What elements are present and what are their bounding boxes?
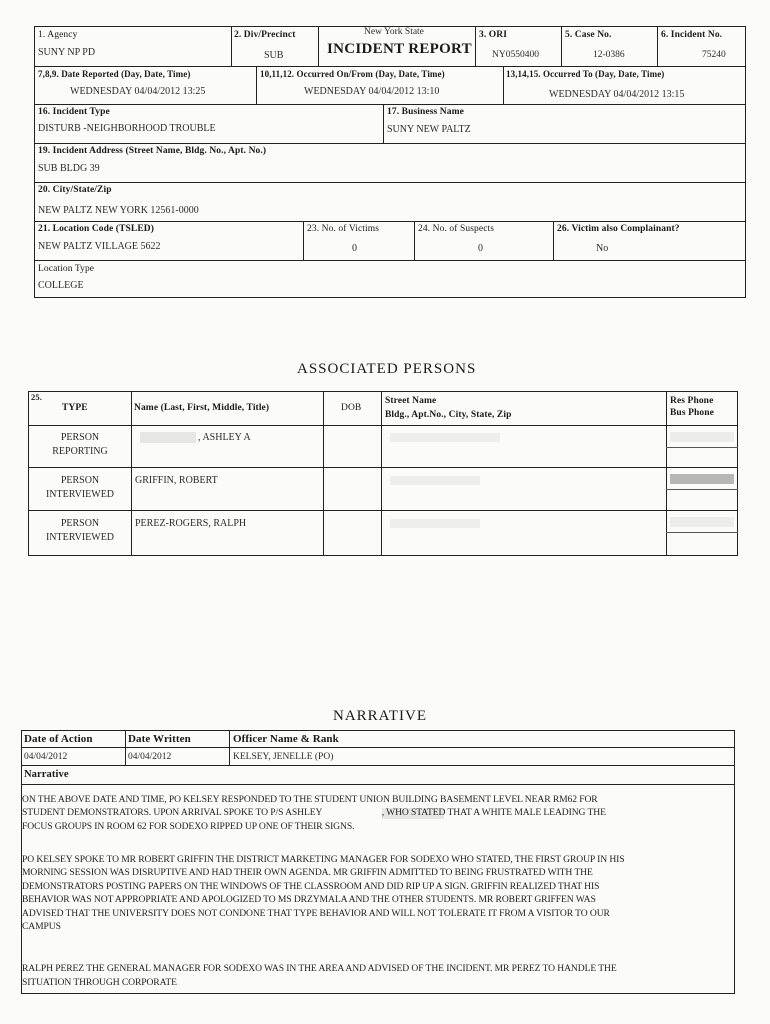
redaction-block (390, 476, 480, 485)
redaction-block (670, 474, 734, 484)
city-state-zip-value: NEW PALTZ NEW YORK 12561-0000 (38, 205, 199, 216)
narrative-line: DEMONSTRATORS POSTING PAPERS ON THE WINDOWS OF THE CLASSROOM AND DID RIP UP A SIGN. GRIFFIN REALIZED THAT HIS (22, 881, 600, 892)
col-type-label: TYPE (62, 403, 88, 413)
officer-name-label: Officer Name & Rank (233, 733, 339, 745)
date-written-value: 04/04/2012 (128, 752, 172, 762)
col-divider (383, 104, 384, 143)
location-type-value: COLLEGE (38, 280, 84, 291)
victims-count-label: 23. No. of Victims (307, 224, 380, 234)
officer-name-value: KELSEY, JENELLE (PO) (233, 752, 334, 762)
narrative-line: CAMPUS (22, 921, 61, 932)
person-type-line: REPORTING (52, 446, 108, 457)
suspects-count-label: 24. No. of Suspects (418, 224, 495, 234)
incident-address-value: SUB BLDG 39 (38, 163, 100, 174)
location-code-label: 21. Location Code (TSLED) (38, 224, 154, 234)
person-type-line: PERSON (60, 432, 100, 443)
col-divider (318, 26, 319, 66)
col-street-label: Street Name (385, 396, 437, 406)
row-divider (34, 182, 746, 183)
incident-address-label: 19. Incident Address (Street Name, Bldg. No., Apt. No.) (38, 146, 267, 156)
col-divider (125, 730, 126, 766)
col-divider (414, 221, 415, 260)
person-type-line: PERSON (60, 518, 100, 529)
row-divider (34, 104, 746, 105)
phone-divider (666, 447, 738, 448)
col-divider (657, 26, 658, 66)
col-dob-label: DOB (341, 403, 362, 413)
col-divider (231, 26, 232, 66)
narrative-line: FOCUS GROUPS IN ROOM 62 FOR SODEXO RIPPED UP ONE OF THEIR SIGNS. (22, 821, 355, 832)
narrative-title: NARRATIVE (333, 708, 427, 724)
col-divider (553, 221, 554, 260)
narrative-line: MORNING SESSION WAS DISRUPTIVE AND HAD THEIR OWN AGENDA. MR GRIFFIN ADMITTED TO BEING FRUSTRATED WITH THE (22, 867, 593, 878)
business-name-value: SUNY NEW PALTZ (387, 124, 471, 135)
row-divider (21, 784, 735, 785)
occurred-to-value: WEDNESDAY 04/04/2012 13:15 (549, 89, 685, 100)
redaction-block (390, 519, 480, 528)
narrative-line: PO KELSEY SPOKE TO MR ROBERT GRIFFIN THE DISTRICT MARKETING MANAGER FOR SODEXO WHO STATED, THE FIRST GROUP IN HIS (22, 854, 625, 865)
occurred-from-value: WEDNESDAY 04/04/2012 13:10 (304, 86, 440, 97)
narrative-line: ON THE ABOVE DATE AND TIME, PO KELSEY RESPONDED TO THE STUDENT UNION BUILDING BASEMENT LEVEL NEAR RM62 FOR (22, 794, 598, 805)
date-of-action-label: Date of Action (24, 733, 93, 745)
redaction-block (670, 432, 734, 442)
date-reported-label: 7,8,9. Date Reported (Day, Date, Time) (38, 69, 191, 79)
incident-number-value: 75240 (702, 50, 726, 60)
row-divider (28, 510, 738, 511)
narrative-line: BEHAVIOR WAS NOT APPROPRIATE AND APOLOGIZED TO MS DRZYMALA AND THE OTHER STUDENTS. MR ROBERT GRIFFEN WAS (22, 894, 596, 905)
person-type (32, 474, 128, 502)
narrative-line: SITUATION THROUGH CORPORATE (22, 977, 177, 988)
incident-number-label: 6. Incident No. (661, 30, 723, 40)
redaction-block (140, 432, 196, 443)
incident-type-value: DISTURB -NEIGHBORHOOD TROUBLE (38, 123, 216, 134)
person-type (32, 431, 128, 459)
incident-type-label: 16. Incident Type (38, 107, 110, 117)
date-written-label: Date Written (128, 733, 191, 745)
person-type-line: INTERVIEWED (45, 532, 115, 543)
col-divider (229, 730, 230, 766)
ori-value: NY0550400 (492, 50, 539, 60)
agency-value: SUNY NP PD (38, 47, 96, 58)
person-name: , ASHLEY A (198, 432, 251, 443)
phone-divider (666, 489, 738, 490)
date-of-action-value: 04/04/2012 (24, 752, 68, 762)
agency-label: 1. Agency (38, 30, 78, 40)
location-code-value: NEW PALTZ VILLAGE 5622 (38, 241, 161, 252)
location-type-label: Location Type (38, 264, 95, 274)
col-number-label: 25. (31, 392, 42, 402)
suspects-count-value: 0 (478, 243, 483, 254)
col-name-label: Name (Last, First, Middle, Title) (134, 403, 270, 413)
narrative-line: RALPH PEREZ THE GENERAL MANAGER FOR SODEXO WAS IN THE AREA AND ADVISED OF THE INCIDENT. MR PEREZ TO HANDLE THE (22, 963, 617, 974)
person-name: PEREZ-ROGERS, RALPH (135, 518, 247, 529)
div-precinct-label: 2. Div/Precinct (234, 30, 296, 40)
person-type (32, 517, 128, 545)
col-bus-phone-label: Bus Phone (670, 408, 714, 418)
city-state-zip-label: 20. City/State/Zip (38, 185, 112, 195)
victim-complainant-value: No (596, 243, 609, 254)
row-divider (34, 66, 746, 67)
row-divider (21, 747, 735, 748)
div-precinct-value: SUB (264, 50, 284, 61)
phone-divider (666, 532, 738, 533)
person-type-line: PERSON (60, 475, 100, 486)
col-divider (475, 26, 476, 66)
col-divider (303, 221, 304, 260)
redaction-block (390, 433, 500, 442)
person-name: GRIFFIN, ROBERT (135, 475, 218, 486)
occurred-from-label: 10,11,12. Occurred On/From (Day, Date, Time) (260, 69, 445, 79)
report-title: INCIDENT REPORT (327, 41, 472, 57)
col-res-phone-label: Res Phone (670, 396, 714, 406)
business-name-label: 17. Business Name (387, 107, 464, 117)
narrative-line: ADVISED THAT THE UNIVERSITY DOES NOT CONDONE THAT TYPE BEHAVIOR AND WILL NOT TOLERATE IT FROM A VISITOR TO OUR (22, 908, 610, 919)
occurred-to-label: 13,14,15. Occurred To (Day, Date, Time) (506, 69, 665, 79)
narrative-label: Narrative (24, 769, 69, 780)
row-divider (28, 467, 738, 468)
victim-complainant-label: 26. Victim also Complainant? (557, 224, 680, 234)
row-divider (34, 143, 746, 144)
ori-label: 3. ORI (479, 30, 508, 40)
col-divider (503, 66, 504, 104)
col-divider (381, 391, 382, 556)
associated-persons-title: ASSOCIATED PERSONS (297, 361, 477, 377)
col-divider (323, 391, 324, 556)
date-reported-value: WEDNESDAY 04/04/2012 13:25 (70, 86, 206, 97)
associated-persons-table (28, 391, 738, 556)
state-label: New York State (364, 27, 424, 37)
col-divider (256, 66, 257, 104)
narrative-line: STUDENT DEMONSTRATORS. UPON ARRIVAL SPOKE TO P/S ASHLEY , WHO STATED THAT A WHITE MALE LEADING THE (22, 807, 606, 818)
case-number-label: 5. Case No. (565, 30, 612, 40)
row-divider (28, 425, 738, 426)
victims-count-value: 0 (352, 243, 357, 254)
col-address-label: Bldg., Apt.No., City, State, Zip (385, 410, 512, 420)
row-divider (34, 260, 746, 261)
person-type-line: INTERVIEWED (45, 489, 115, 500)
redaction-block (670, 517, 734, 527)
case-number-value: 12-0386 (593, 50, 625, 60)
col-divider (561, 26, 562, 66)
col-divider (131, 391, 132, 556)
row-divider (34, 221, 746, 222)
